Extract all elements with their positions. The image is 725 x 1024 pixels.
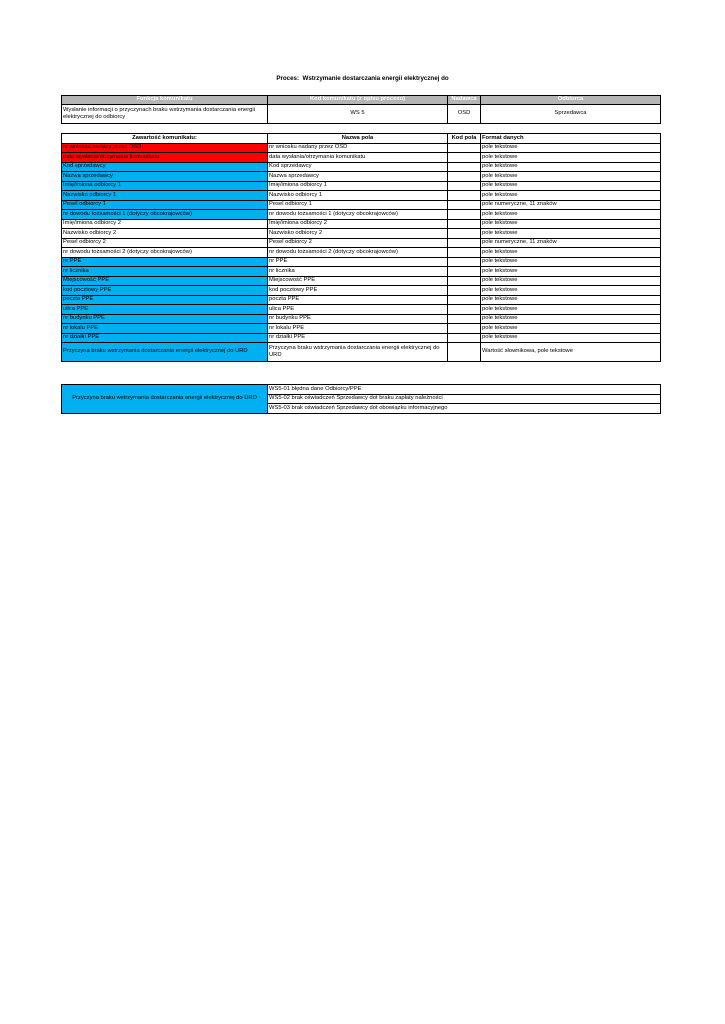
field-code-cell <box>448 229 481 239</box>
field-name-cell: poczta PPE <box>268 295 448 305</box>
field-format-cell: pole tekstowe <box>481 143 661 153</box>
field-row <box>62 153 661 163</box>
field-row <box>62 248 661 258</box>
header-table-row <box>62 105 661 124</box>
field-format-cell: pole tekstowe <box>481 229 661 239</box>
field-row <box>62 172 661 182</box>
field-name-cell: Kod sprzedawcy <box>268 162 448 172</box>
col-kod-komunikatu: Kod komunikatu (z opisu procesu) <box>268 96 448 105</box>
field-code-cell <box>448 143 481 153</box>
field-code-cell <box>448 191 481 201</box>
nadawca-cell: OSD <box>448 105 481 124</box>
field-row <box>62 324 661 334</box>
field-code-cell <box>448 276 481 286</box>
field-format-cell: pole tekstowe <box>481 172 661 182</box>
field-name-cell: Nazwa sprzedawcy <box>268 172 448 182</box>
field-format-cell: pole tekstowe <box>481 333 661 343</box>
col-kod-pola: Kod pola <box>448 134 481 144</box>
field-code-cell <box>448 333 481 343</box>
field-format-cell: pole tekstowe <box>481 191 661 201</box>
field-format-cell: pole tekstowe <box>481 153 661 163</box>
field-row <box>62 238 661 248</box>
field-code-cell <box>448 286 481 296</box>
field-name-cell: data wysłania/otrzymania komunikatu <box>268 153 448 163</box>
field-row <box>62 295 661 305</box>
kod-cell: WS 5 <box>268 105 448 124</box>
field-name-cell: Przyczyna braku wstrzymania dostarczania energii elektrycznej do URD <box>268 343 448 362</box>
col-format-danych: Format danych <box>481 134 661 144</box>
reasons-table <box>61 384 661 414</box>
field-name-cell: Imię/imiona odbiorcy 1 <box>268 181 448 191</box>
field-content-cell: Pesel odbiorcy 1 <box>62 200 268 210</box>
odbiorca-cell: Sprzedawca <box>481 105 661 124</box>
field-code-cell <box>448 267 481 277</box>
field-name-cell: nr PPE <box>268 257 448 267</box>
field-code-cell <box>448 219 481 229</box>
field-name-cell: Nazwisko odbiorcy 1 <box>268 191 448 201</box>
field-row <box>62 229 661 239</box>
fields-header-row <box>62 134 661 144</box>
reason-item: WS5-03 brak oświadczeń Sprzedawcy dot obowiązku informacyjnego <box>268 404 661 414</box>
field-code-cell <box>448 343 481 362</box>
fields-table <box>61 133 661 362</box>
header-table-header-row <box>62 96 661 105</box>
field-name-cell: Imię/imiona odbiorcy 2 <box>268 219 448 229</box>
field-content-cell: nr licznika <box>62 267 268 277</box>
field-name-cell: nr dowodu tożsamości 1 (dotyczy obcokrajowców) <box>268 210 448 220</box>
field-row <box>62 267 661 277</box>
field-format-cell: pole tekstowe <box>481 267 661 277</box>
field-code-cell <box>448 324 481 334</box>
field-format-cell: pole tekstowe <box>481 314 661 324</box>
reason-row <box>62 385 661 395</box>
field-content-cell: Nazwisko odbiorcy 2 <box>62 229 268 239</box>
field-code-cell <box>448 238 481 248</box>
field-content-cell: data wysłania/otrzymania komunikatu <box>62 153 268 163</box>
field-row <box>62 210 661 220</box>
field-format-cell: pole tekstowe <box>481 162 661 172</box>
field-format-cell: pole tekstowe <box>481 276 661 286</box>
field-format-cell: pole tekstowe <box>481 286 661 296</box>
field-row <box>62 257 661 267</box>
field-content-cell: Imię/imiona odbiorcy 2 <box>62 219 268 229</box>
field-format-cell: pole tekstowe <box>481 257 661 267</box>
field-content-cell: nr budynku PPE <box>62 314 268 324</box>
field-content-cell: nr dowodu tożsamości 1 (dotyczy obcokrajowców) <box>62 210 268 220</box>
col-zawartosc: Zawartość komunikatu: <box>62 134 268 144</box>
field-format-cell: pole tekstowe <box>481 248 661 258</box>
field-code-cell <box>448 162 481 172</box>
field-row <box>62 276 661 286</box>
field-format-cell: pole numeryczne, 11 znaków <box>481 238 661 248</box>
field-format-cell: Wartość słownikowa, pole tekstowe <box>481 343 661 362</box>
field-content-cell: Miejscowość PPE <box>62 276 268 286</box>
field-content-cell: nr działki PPE <box>62 333 268 343</box>
field-row <box>62 333 661 343</box>
col-nazwa-pola: Nazwa pola <box>268 134 448 144</box>
field-name-cell: kod pocztowy PPE <box>268 286 448 296</box>
field-name-cell: nr wniosku nadany przez OSD <box>268 143 448 153</box>
field-content-cell: ulica PPE <box>62 305 268 315</box>
field-format-cell: pole tekstowe <box>481 295 661 305</box>
title-prefix: Proces: <box>276 75 300 82</box>
field-name-cell: Pesel odbiorcy 1 <box>268 200 448 210</box>
field-row <box>62 314 661 324</box>
field-code-cell <box>448 153 481 163</box>
field-content-cell: Imię/imiona odbiorcy 1 <box>62 181 268 191</box>
field-format-cell: pole tekstowe <box>481 324 661 334</box>
field-format-cell: pole tekstowe <box>481 210 661 220</box>
field-content-cell: Nazwa sprzedawcy <box>62 172 268 182</box>
field-row <box>62 305 661 315</box>
field-content-cell: nr dowodu tożsamości 2 (dotyczy obcokrajowców) <box>62 248 268 258</box>
field-row <box>62 286 661 296</box>
field-format-cell: pole tekstowe <box>481 181 661 191</box>
field-code-cell <box>448 314 481 324</box>
page-title <box>0 75 725 82</box>
field-code-cell <box>448 305 481 315</box>
field-content-cell: kod pocztowy PPE <box>62 286 268 296</box>
field-content-cell: nr wniosku nadany przez OSD <box>62 143 268 153</box>
field-code-cell <box>448 172 481 182</box>
field-name-cell: nr dowodu tożsamości 2 (dotyczy obcokrajowców) <box>268 248 448 258</box>
field-content-cell: Pesel odbiorcy 2 <box>62 238 268 248</box>
field-content-cell: Przyczyna braku wstrzymania dostarczania energii elektrycznej do URD <box>62 343 268 362</box>
field-row <box>62 181 661 191</box>
field-name-cell: nr licznika <box>268 267 448 277</box>
field-name-cell: nr budynku PPE <box>268 314 448 324</box>
field-content-cell: nr lokalu PPE <box>62 324 268 334</box>
message-header-table <box>61 95 661 124</box>
field-code-cell <box>448 257 481 267</box>
field-name-cell: Pesel odbiorcy 2 <box>268 238 448 248</box>
field-format-cell: pole numeryczne, 11 znaków <box>481 200 661 210</box>
field-row <box>62 219 661 229</box>
field-row <box>62 191 661 201</box>
title-text: Wstrzymanie dostarczania energii elektrycznej do <box>302 75 449 82</box>
field-name-cell: ulica PPE <box>268 305 448 315</box>
field-code-cell <box>448 248 481 258</box>
field-code-cell <box>448 200 481 210</box>
field-content-cell: nr PPE <box>62 257 268 267</box>
field-format-cell: pole tekstowe <box>481 305 661 315</box>
field-code-cell <box>448 181 481 191</box>
col-nadawca: Nadawca <box>448 96 481 105</box>
field-content-cell: poczta PPE <box>62 295 268 305</box>
field-row <box>62 162 661 172</box>
field-row <box>62 143 661 153</box>
field-name-cell: Miejscowość PPE <box>268 276 448 286</box>
reason-label-cell: Przyczyna braku wstrzymania dostarczania energii elektrycznej do URD <box>62 385 268 414</box>
field-row <box>62 200 661 210</box>
col-funkcja: Funkcja komunikatu <box>62 96 268 105</box>
field-content-cell: Kod sprzedawcy <box>62 162 268 172</box>
field-name-cell: Nazwisko odbiorcy 2 <box>268 229 448 239</box>
field-code-cell <box>448 295 481 305</box>
field-content-cell: Nazwisko odbiorcy 1 <box>62 191 268 201</box>
reason-item: WS5-02 brak oświadczeń Sprzedawcy dot braku zapłaty należności <box>268 394 661 404</box>
field-name-cell: nr lokalu PPE <box>268 324 448 334</box>
field-code-cell <box>448 210 481 220</box>
field-row <box>62 343 661 362</box>
field-name-cell: nr działki PPE <box>268 333 448 343</box>
funkcja-cell: Wysłanie informacji o przyczynach braku wstrzymania dostarczania energii elektrycznej do odbiorcy <box>62 105 268 124</box>
reason-item: WS5-01 błędna dane Odbiorcy/PPE <box>268 385 661 395</box>
col-odbiorca: Odbiorca <box>481 96 661 105</box>
field-format-cell: pole tekstowe <box>481 219 661 229</box>
